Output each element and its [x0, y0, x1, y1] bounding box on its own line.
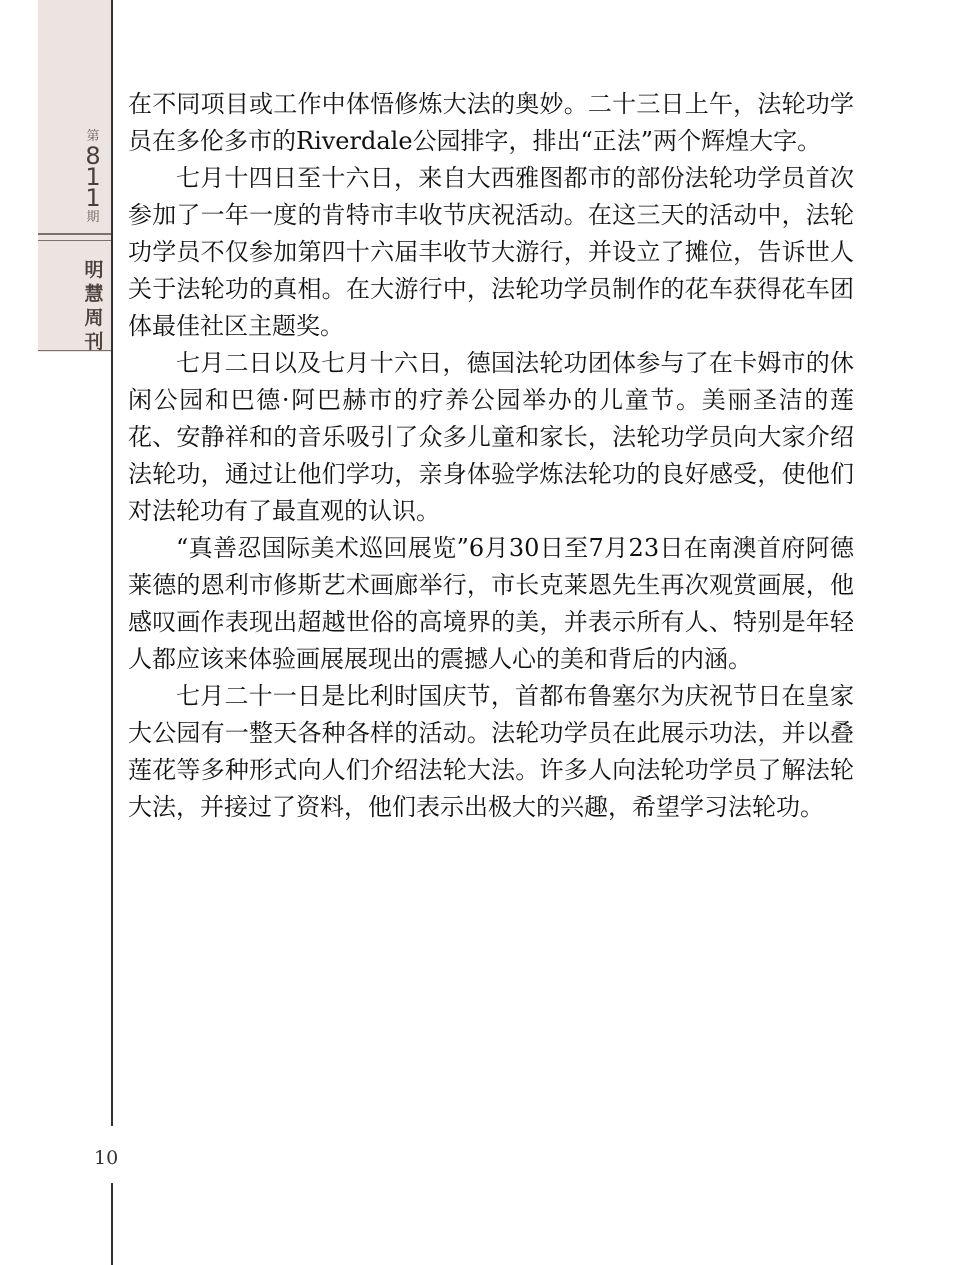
page-number: 10 [94, 1147, 119, 1169]
sidebar-divider [38, 233, 111, 235]
magazine-name: 明慧周刊 [84, 259, 104, 353]
sidebar-divider [38, 240, 111, 241]
issue-prefix: 第 [86, 129, 100, 144]
paragraph: 在不同项目或工作中体悟修炼大法的奥妙。二十三日上午，法轮功学员在多伦多市的Riverdale公园排字，排出“正法”两个辉煌大字。 [128, 90, 854, 155]
article-body [128, 86, 854, 826]
paragraph: 七月二十一日是比利时国庆节，首都布鲁塞尔为庆祝节日在皇家大公园有一整天各种各样的活动。法轮功学员在此展示功法，并以叠莲花等多种形式向人们介绍法轮大法。许多人向法轮功学员了解法轮大法，并接过了资料，他们表示出极大的兴趣，希望学习法轮功。 [128, 682, 854, 821]
issue-suffix: 期 [86, 210, 100, 225]
paragraph: 七月十四日至十六日，来自大西雅图都市的部份法轮功学员首次参加了一年一度的肯特市丰收节庆祝活动。在这三天的活动中，法轮功学员不仅参加第四十六届丰收节大游行，并设立了摊位，告诉世人关于法轮功的真相。在大游行中，法轮功学员制作的花车获得花车团体最佳社区主题奖。 [128, 164, 854, 340]
issue-number: 811 [85, 142, 101, 212]
margin-rule [111, 0, 113, 1126]
paragraph: “真善忍国际美术巡回展览”6月30日至7月23日在南澳首府阿德莱德的恩利市修斯艺术画廊举行，市长克莱恩先生再次观赏画展，他感叹画作表现出超越世俗的高境界的美，并表示所有人、特别是年轻人都应该来体验画展展现出的震撼人心的美和背后的内涵。 [128, 534, 854, 673]
margin-rule [111, 1183, 113, 1265]
paragraph: 七月二日以及七月十六日，德国法轮功团体参与了在卡姆市的休闲公园和巴德·阿巴赫市的疗养公园举办的儿童节。美丽圣洁的莲花、安静祥和的音乐吸引了众多儿童和家长，法轮功学员向大家介绍法轮功，通过让他们学功，亲身体验学炼法轮功的良好感受，使他们对法轮功有了最直观的认识。 [128, 349, 854, 525]
